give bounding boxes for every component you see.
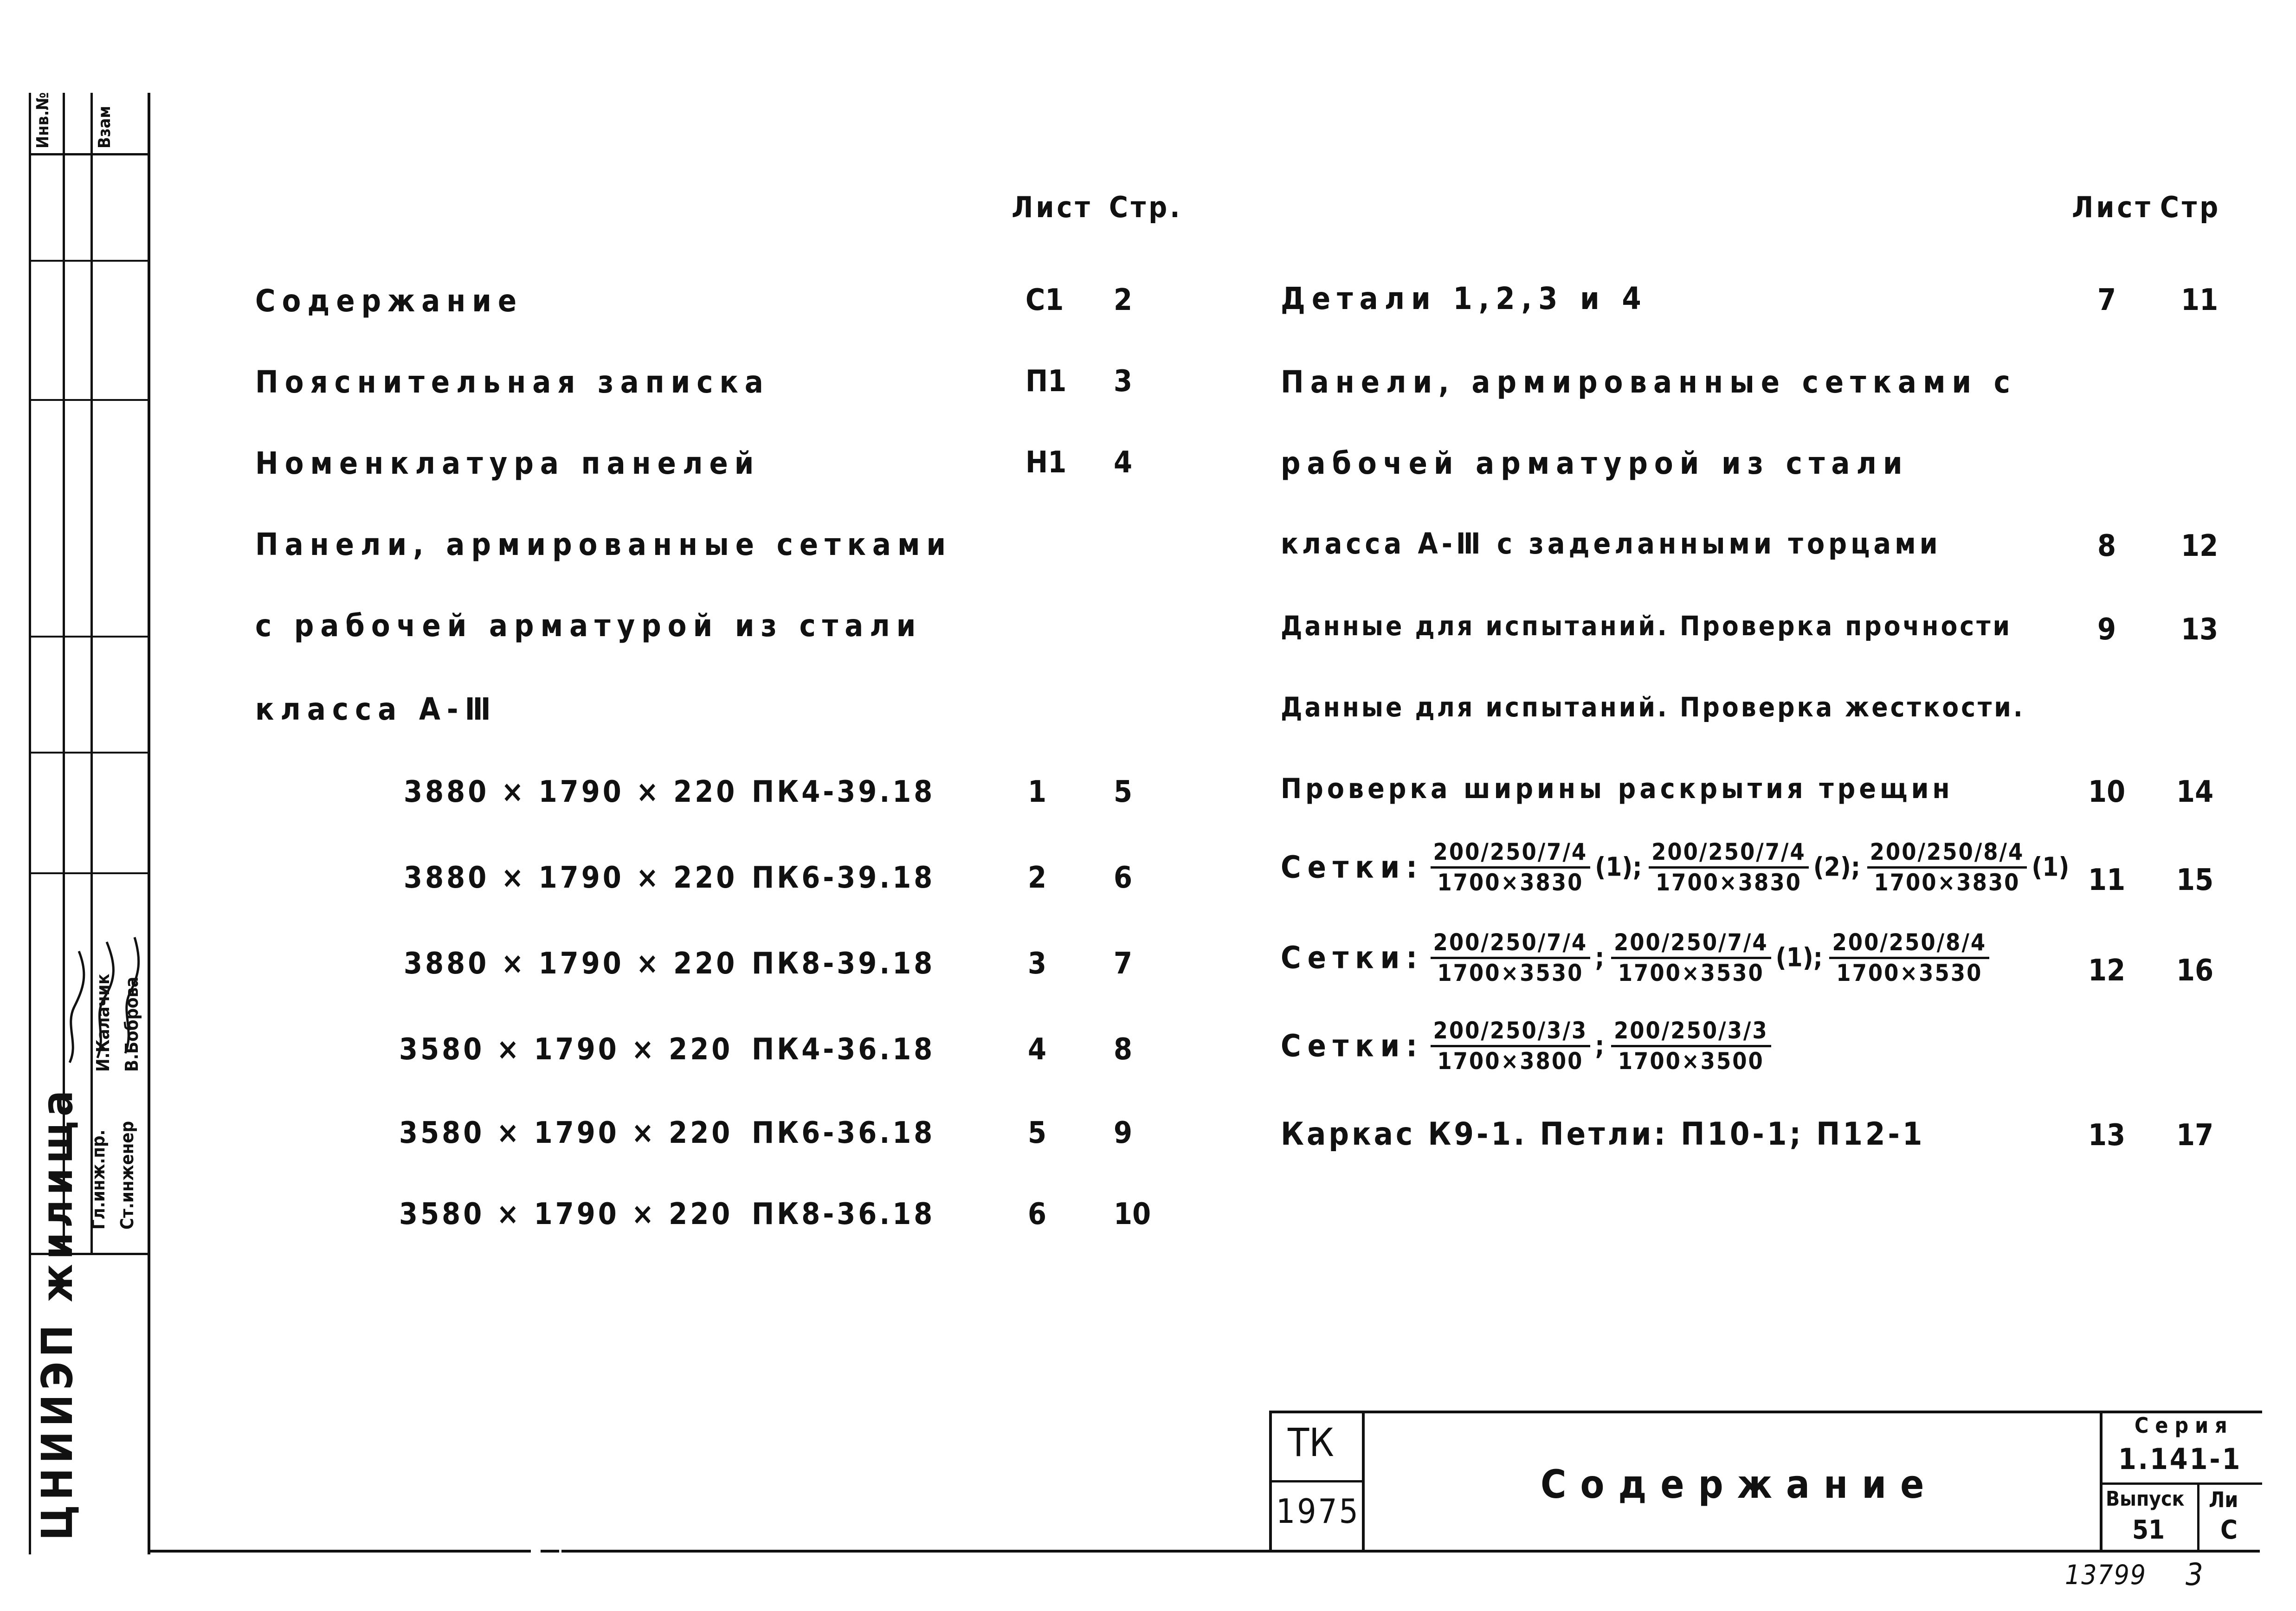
sheet-title: Содержание (1541, 1462, 1938, 1507)
panel-sheet: 3 (1028, 947, 1047, 981)
panel-mark: ПК8-39.18 (752, 947, 935, 981)
net-fraction-den: 1700×3530 (1618, 959, 1764, 986)
replace-label: Взам (95, 106, 114, 148)
series-label: Серия (2135, 1413, 2234, 1438)
net-fraction-num: 200/250/3/3 (1611, 1018, 1771, 1047)
stamp-frame-row-line (29, 752, 149, 754)
issue-label: Выпуск (2106, 1487, 2185, 1511)
title-block-divider (1362, 1411, 1365, 1552)
stamp-frame-row-line (29, 260, 149, 262)
bottom-rule (150, 1550, 531, 1553)
net-suffix: (1); (1595, 852, 1642, 883)
entry-contents-page: 2 (1114, 283, 1133, 317)
role-senior-engineer: Ст.инженер (117, 1121, 137, 1230)
inventory-label: Инв.№ (33, 92, 52, 148)
role-chief-engineer: Гл.инж.пр. (88, 1129, 109, 1230)
stamp-frame-col-line (90, 93, 93, 1253)
entry-panels-end-page: 12 (2181, 529, 2219, 563)
stamp-frame-row-line (29, 872, 149, 874)
nets-page: 16 (2176, 954, 2214, 988)
panel-dims: 3580 × 1790 × 220 (399, 1197, 733, 1231)
panel-page: 6 (1114, 861, 1133, 895)
net-fraction-den: 1700×3830 (1874, 869, 2020, 896)
title-block-cell-divider (2197, 1482, 2199, 1552)
page-header-right: Стр (2160, 190, 2221, 224)
entry-contents: Содержание (255, 283, 523, 319)
title-block-row (1269, 1480, 1362, 1482)
entry-panels-end-line1: Панели, армированные сетками с (1281, 364, 2017, 400)
net-fraction-num: 200/250/8/4 (1867, 840, 2027, 869)
year-label: 1975 (1276, 1492, 1360, 1531)
nets-sheet: 11 (2088, 863, 2126, 897)
stamp-frame-col-line (63, 93, 65, 1253)
entry-details-sheet: 7 (2097, 283, 2116, 317)
net-fraction (1611, 1018, 1771, 1073)
entry-panels-end-sheet: 8 (2097, 529, 2116, 563)
net-fraction-den: 1700×3830 (1437, 869, 1584, 896)
title-block-divider (2100, 1411, 2103, 1552)
panel-mark: ПК4-36.18 (752, 1032, 935, 1067)
page-header-left: Стр. (1109, 190, 1183, 224)
entry-details-page: 11 (2181, 283, 2219, 317)
name-kalachik: И.Калачик (93, 973, 113, 1072)
bottom-rule (561, 1550, 2260, 1553)
net-fraction (1829, 930, 1989, 985)
title-block-row (2100, 1482, 2262, 1485)
net-fraction-den: 1700×3800 (1437, 1047, 1584, 1075)
stamp-frame-right-line (148, 93, 150, 1554)
panel-page: 10 (1114, 1197, 1151, 1231)
entry-strength-test: Данные для испытаний. Проверка прочности (1281, 610, 2012, 642)
panel-page: 7 (1114, 947, 1133, 981)
stamp-frame-top-line (29, 153, 149, 155)
entry-frame-loops: Каркас К9-1. Петли: П10-1; П12-1 (1281, 1116, 1925, 1153)
entry-frame-loops-sheet: 13 (2088, 1118, 2126, 1153)
panel-mark: ПК4-39.18 (752, 775, 935, 809)
entry-stiffness-test: Данные для испытаний. Проверка жесткости. (1281, 691, 2025, 723)
title-block-top (1269, 1411, 2262, 1413)
net-fraction-den: 1700×3530 (1437, 959, 1584, 986)
panel-sheet: 2 (1028, 861, 1047, 895)
entry-nomenclature: Номенклатура панелей (255, 445, 761, 481)
panel-page: 8 (1114, 1032, 1133, 1067)
entry-details: Детали 1,2,3 и 4 (1281, 281, 1648, 316)
entry-strength-test-sheet: 9 (2097, 612, 2116, 647)
net-fraction (1431, 930, 1591, 985)
panel-dims: 3580 × 1790 × 220 (399, 1032, 733, 1067)
net-suffix: (2); (1813, 852, 1861, 883)
page-number: 3 (2186, 1557, 2203, 1592)
net-fraction (1649, 840, 1809, 895)
nets-label: Сетки: (1281, 1028, 1424, 1064)
net-fraction (1431, 1018, 1591, 1073)
net-fraction-den: 1700×3830 (1655, 869, 1802, 896)
nets-sheet: 12 (2088, 954, 2126, 988)
net-fraction-num: 200/250/7/4 (1431, 930, 1591, 959)
issue-value: 51 (2132, 1515, 2165, 1545)
entry-explanatory-note-sheet: П1 (1025, 364, 1067, 399)
panel-page: 5 (1114, 775, 1133, 809)
panel-page: 9 (1114, 1116, 1133, 1150)
panel-sheet: 6 (1028, 1197, 1047, 1231)
entry-crack-check-sheet: 10 (2088, 775, 2126, 809)
panel-sheet: 1 (1028, 775, 1047, 809)
sheet-label: Ли (2209, 1487, 2238, 1512)
net-fraction (1867, 840, 2027, 895)
tk-label: ТК (1288, 1420, 1334, 1465)
net-suffix: (1); (1775, 942, 1823, 973)
panel-sheet: 4 (1028, 1032, 1047, 1067)
nets-row (1281, 930, 1994, 985)
entry-frame-loops-page: 17 (2176, 1118, 2214, 1153)
name-bobrova: В.Боброва (122, 976, 142, 1072)
panel-dims: 3880 × 1790 × 220 (404, 861, 738, 895)
net-suffix: ; (1595, 1031, 1605, 1061)
panel-sheet: 5 (1028, 1116, 1047, 1150)
signature-scribbles (60, 905, 148, 1072)
panel-mark: ПК6-36.18 (752, 1116, 935, 1150)
entry-strength-test-page: 13 (2181, 612, 2219, 647)
net-fraction (1431, 840, 1591, 895)
net-fraction-den: 1700×3530 (1836, 959, 1983, 986)
net-fraction-num: 200/250/3/3 (1431, 1018, 1591, 1047)
entry-explanatory-note: Пояснительная записка (255, 364, 770, 400)
entry-explanatory-note-page: 3 (1114, 364, 1133, 399)
net-fraction-num: 200/250/7/4 (1431, 840, 1591, 869)
sheet-header-right: Лист (2072, 190, 2153, 224)
net-fraction (1611, 930, 1771, 985)
net-fraction-num: 200/250/7/4 (1611, 930, 1771, 959)
panel-mark: ПК6-39.18 (752, 861, 935, 895)
panel-mark: ПК8-36.18 (752, 1197, 935, 1231)
sheet-value: С (2220, 1515, 2238, 1545)
stamp-frame-left-line (29, 93, 31, 1554)
panel-dims: 3880 × 1790 × 220 (404, 947, 738, 981)
net-fraction-num: 200/250/8/4 (1829, 930, 1989, 959)
nets-page: 15 (2176, 863, 2214, 897)
stamp-frame-row-line (29, 399, 149, 401)
net-fraction-den: 1700×3500 (1618, 1047, 1764, 1075)
sheet-header-left: Лист (1012, 190, 1093, 224)
entry-panels-line1: Панели, армированные сетками (255, 527, 953, 562)
entry-panels-line3: класса А-Ⅲ (255, 691, 497, 727)
bottom-rule-dash (541, 1550, 559, 1553)
nets-label: Сетки: (1281, 849, 1424, 885)
entry-crack-check-page: 14 (2176, 775, 2214, 809)
net-suffix: (1) (2032, 852, 2070, 883)
document-number: 13799 (2065, 1559, 2147, 1591)
entry-panels-end-line3: класса А-Ⅲ с заделанными торцами (1281, 527, 1941, 561)
nets-row (1281, 840, 2069, 895)
nets-label: Сетки: (1281, 940, 1424, 976)
org-logo: ЦНИИЭП жилища (32, 1086, 82, 1540)
stamp-frame-row-line (29, 636, 149, 638)
net-fraction-num: 200/250/7/4 (1649, 840, 1809, 869)
series-value: 1.141-1 (2118, 1442, 2242, 1476)
entry-contents-sheet: С1 (1025, 283, 1064, 317)
entry-nomenclature-page: 4 (1114, 445, 1133, 480)
net-suffix: ; (1595, 942, 1605, 973)
entry-panels-line2: с рабочей арматурой из стали (255, 608, 922, 644)
entry-nomenclature-sheet: Н1 (1025, 445, 1067, 480)
entry-panels-end-line2: рабочей арматурой из стали (1281, 445, 1909, 481)
panel-dims: 3880 × 1790 × 220 (404, 775, 738, 809)
nets-row (1281, 1018, 1776, 1073)
panel-dims: 3580 × 1790 × 220 (399, 1116, 733, 1150)
entry-crack-check: Проверка ширины раскрытия трещин (1281, 773, 1954, 805)
